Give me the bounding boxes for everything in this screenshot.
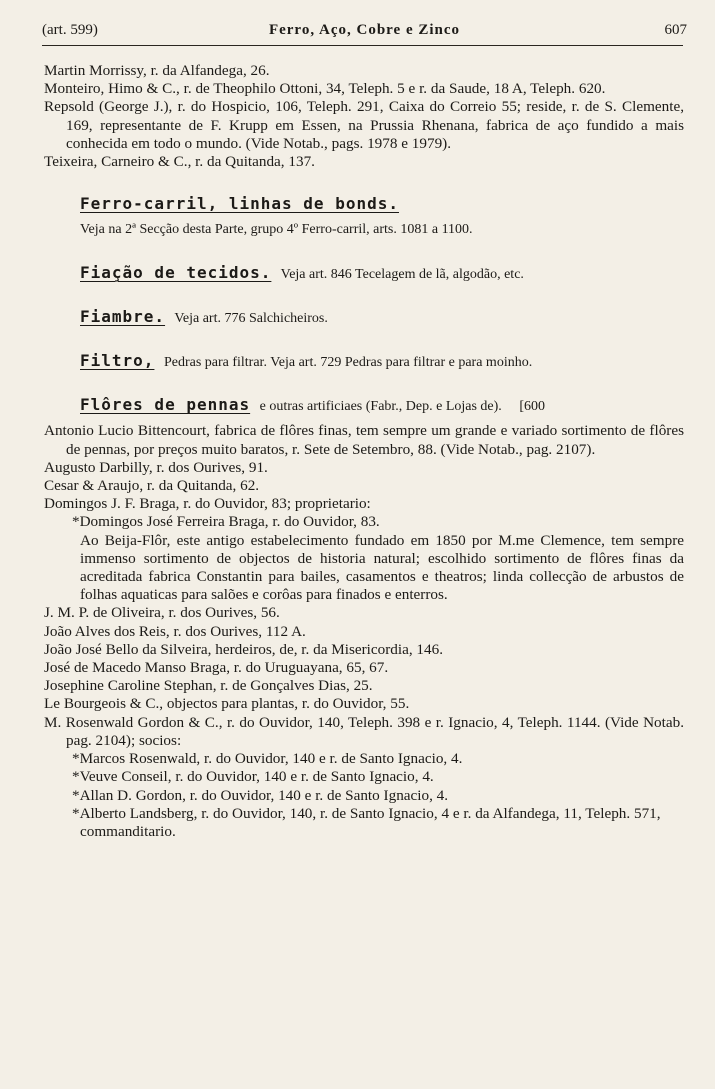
section-title: Flôres de pennas xyxy=(80,395,251,415)
list-item: Teixeira, Carneiro & C., r. da Quitanda, 137. xyxy=(44,153,315,171)
header-rule xyxy=(42,45,683,46)
section-title: Filtro, xyxy=(80,351,155,371)
shop-description: Ao Beija-Flôr, este antigo estabelecimento fundado em 1850 por M.me Clemence, tem sempre immenso sortimento de objectos de historia natural; escolhido sortimento de flôres finas da acreditada fabrica Constantin para bailes, casamentos e theatros; linda collecção de arbustos de folhas aquaticas para salões e corôas para finados e enterros. xyxy=(80,531,684,604)
section-flores xyxy=(44,396,684,416)
partner-entry: *Veuve Conseil, r. do Ouvidor, 140 e r. de Santo Ignacio, 4. xyxy=(72,768,434,786)
section-text: Veja art. 846 Tecelagem de lã, algodão, etc. xyxy=(280,266,524,282)
section-text: e outras artificiaes (Fabr., Dep. e Lojas de). xyxy=(259,399,502,415)
list-item: M. Rosenwald Gordon & C., r. do Ouvidor, 140, Teleph. 398 e r. Ignacio, 4, Teleph. 1144. (Vide Notab. pag. 2104); socios: xyxy=(44,713,684,749)
list-item: Antonio Lucio Bittencourt, fabrica de flôres finas, tem sempre um grande e variado sortimento de flôres de pennas, por preços muito baratos, r. Sete de Setembro, 88. (Vide Notab., pag. 2107). xyxy=(44,422,684,458)
partner-entry: *Alberto Landsberg, r. do Ouvidor, 140, r. de Santo Ignacio, 4 e r. da Alfandega, 11, Teleph. 571, commanditario. xyxy=(72,804,661,840)
article-number: [600 xyxy=(519,399,545,415)
section-fiacao xyxy=(44,264,684,284)
page-number: 607 xyxy=(664,22,687,38)
list-item: Repsold (George J.), r. do Hospicio, 106, Teleph. 291, Caixa do Correio 55; reside, r. de S. Clemente, 169, representante de F. Krupp em Essen, na Prussia Rhenana, fabrica de aço fundido a mais conhecida em todo o mundo. (Vide Notab., pags. 1978 e 1979). xyxy=(44,98,684,152)
page-body xyxy=(44,62,684,841)
list-item: J. M. P. de Oliveira, r. dos Ourives, 56. xyxy=(44,604,280,622)
section-filtro xyxy=(44,352,684,372)
list-item: Augusto Darbilly, r. dos Ourives, 91. xyxy=(44,458,268,476)
article-range: (art. 599) xyxy=(42,22,98,38)
list-item: João José Bello da Silveira, herdeiros, de, r. da Misericordia, 146. xyxy=(44,640,443,658)
section-text: Pedras para filtrar. Veja art. 729 Pedras para filtrar e para moinho. xyxy=(163,355,533,371)
list-item: José de Macedo Manso Braga, r. do Uruguayana, 65, 67. xyxy=(44,659,389,677)
section-title: Fiação de tecidos. xyxy=(80,262,272,282)
section-title: Ferro-carril, linhas de bonds. xyxy=(80,194,399,214)
list-item: Monteiro, Himo & C., r. de Theophilo Ottoni, 34, Teleph. 5 e r. da Saude, 18 A, Teleph. 620. xyxy=(44,80,606,98)
running-title: Ferro, Aço, Cobre e Zinco xyxy=(268,22,461,38)
list-item: Josephine Caroline Stephan, r. de Gonçalves Dias, 25. xyxy=(44,677,373,695)
section-fiambre xyxy=(44,308,684,328)
section-text: Veja art. 776 Salchicheiros. xyxy=(174,310,328,326)
section-ferro-carril-text: Veja na 2ª Secção desta Parte, grupo 4º Ferro-carril, arts. 1081 a 1100. xyxy=(80,222,473,238)
page-header xyxy=(42,22,687,44)
section-title: Fiambre. xyxy=(80,306,166,326)
list-item: Martin Morrissy, r. da Alfandega, 26. xyxy=(44,62,270,79)
list-item: João Alves dos Reis, r. dos Ourives, 112 A. xyxy=(44,622,306,640)
list-item: Le Bourgeois & C., objectos para plantas, r. do Ouvidor, 55. xyxy=(44,695,410,713)
sub-entry: *Domingos José Ferreira Braga, r. do Ouvidor, 83. xyxy=(72,513,380,531)
partner-entry: *Marcos Rosenwald, r. do Ouvidor, 140 e r. de Santo Ignacio, 4. xyxy=(72,750,463,768)
partner-entry: *Allan D. Gordon, r. do Ouvidor, 140 e r. de Santo Ignacio, 4. xyxy=(72,786,449,804)
list-item: Domingos J. F. Braga, r. do Ouvidor, 83; proprietario: xyxy=(44,495,371,513)
list-item: Cesar & Araujo, r. da Quitanda, 62. xyxy=(44,477,260,495)
section-ferro-carril xyxy=(44,195,684,215)
